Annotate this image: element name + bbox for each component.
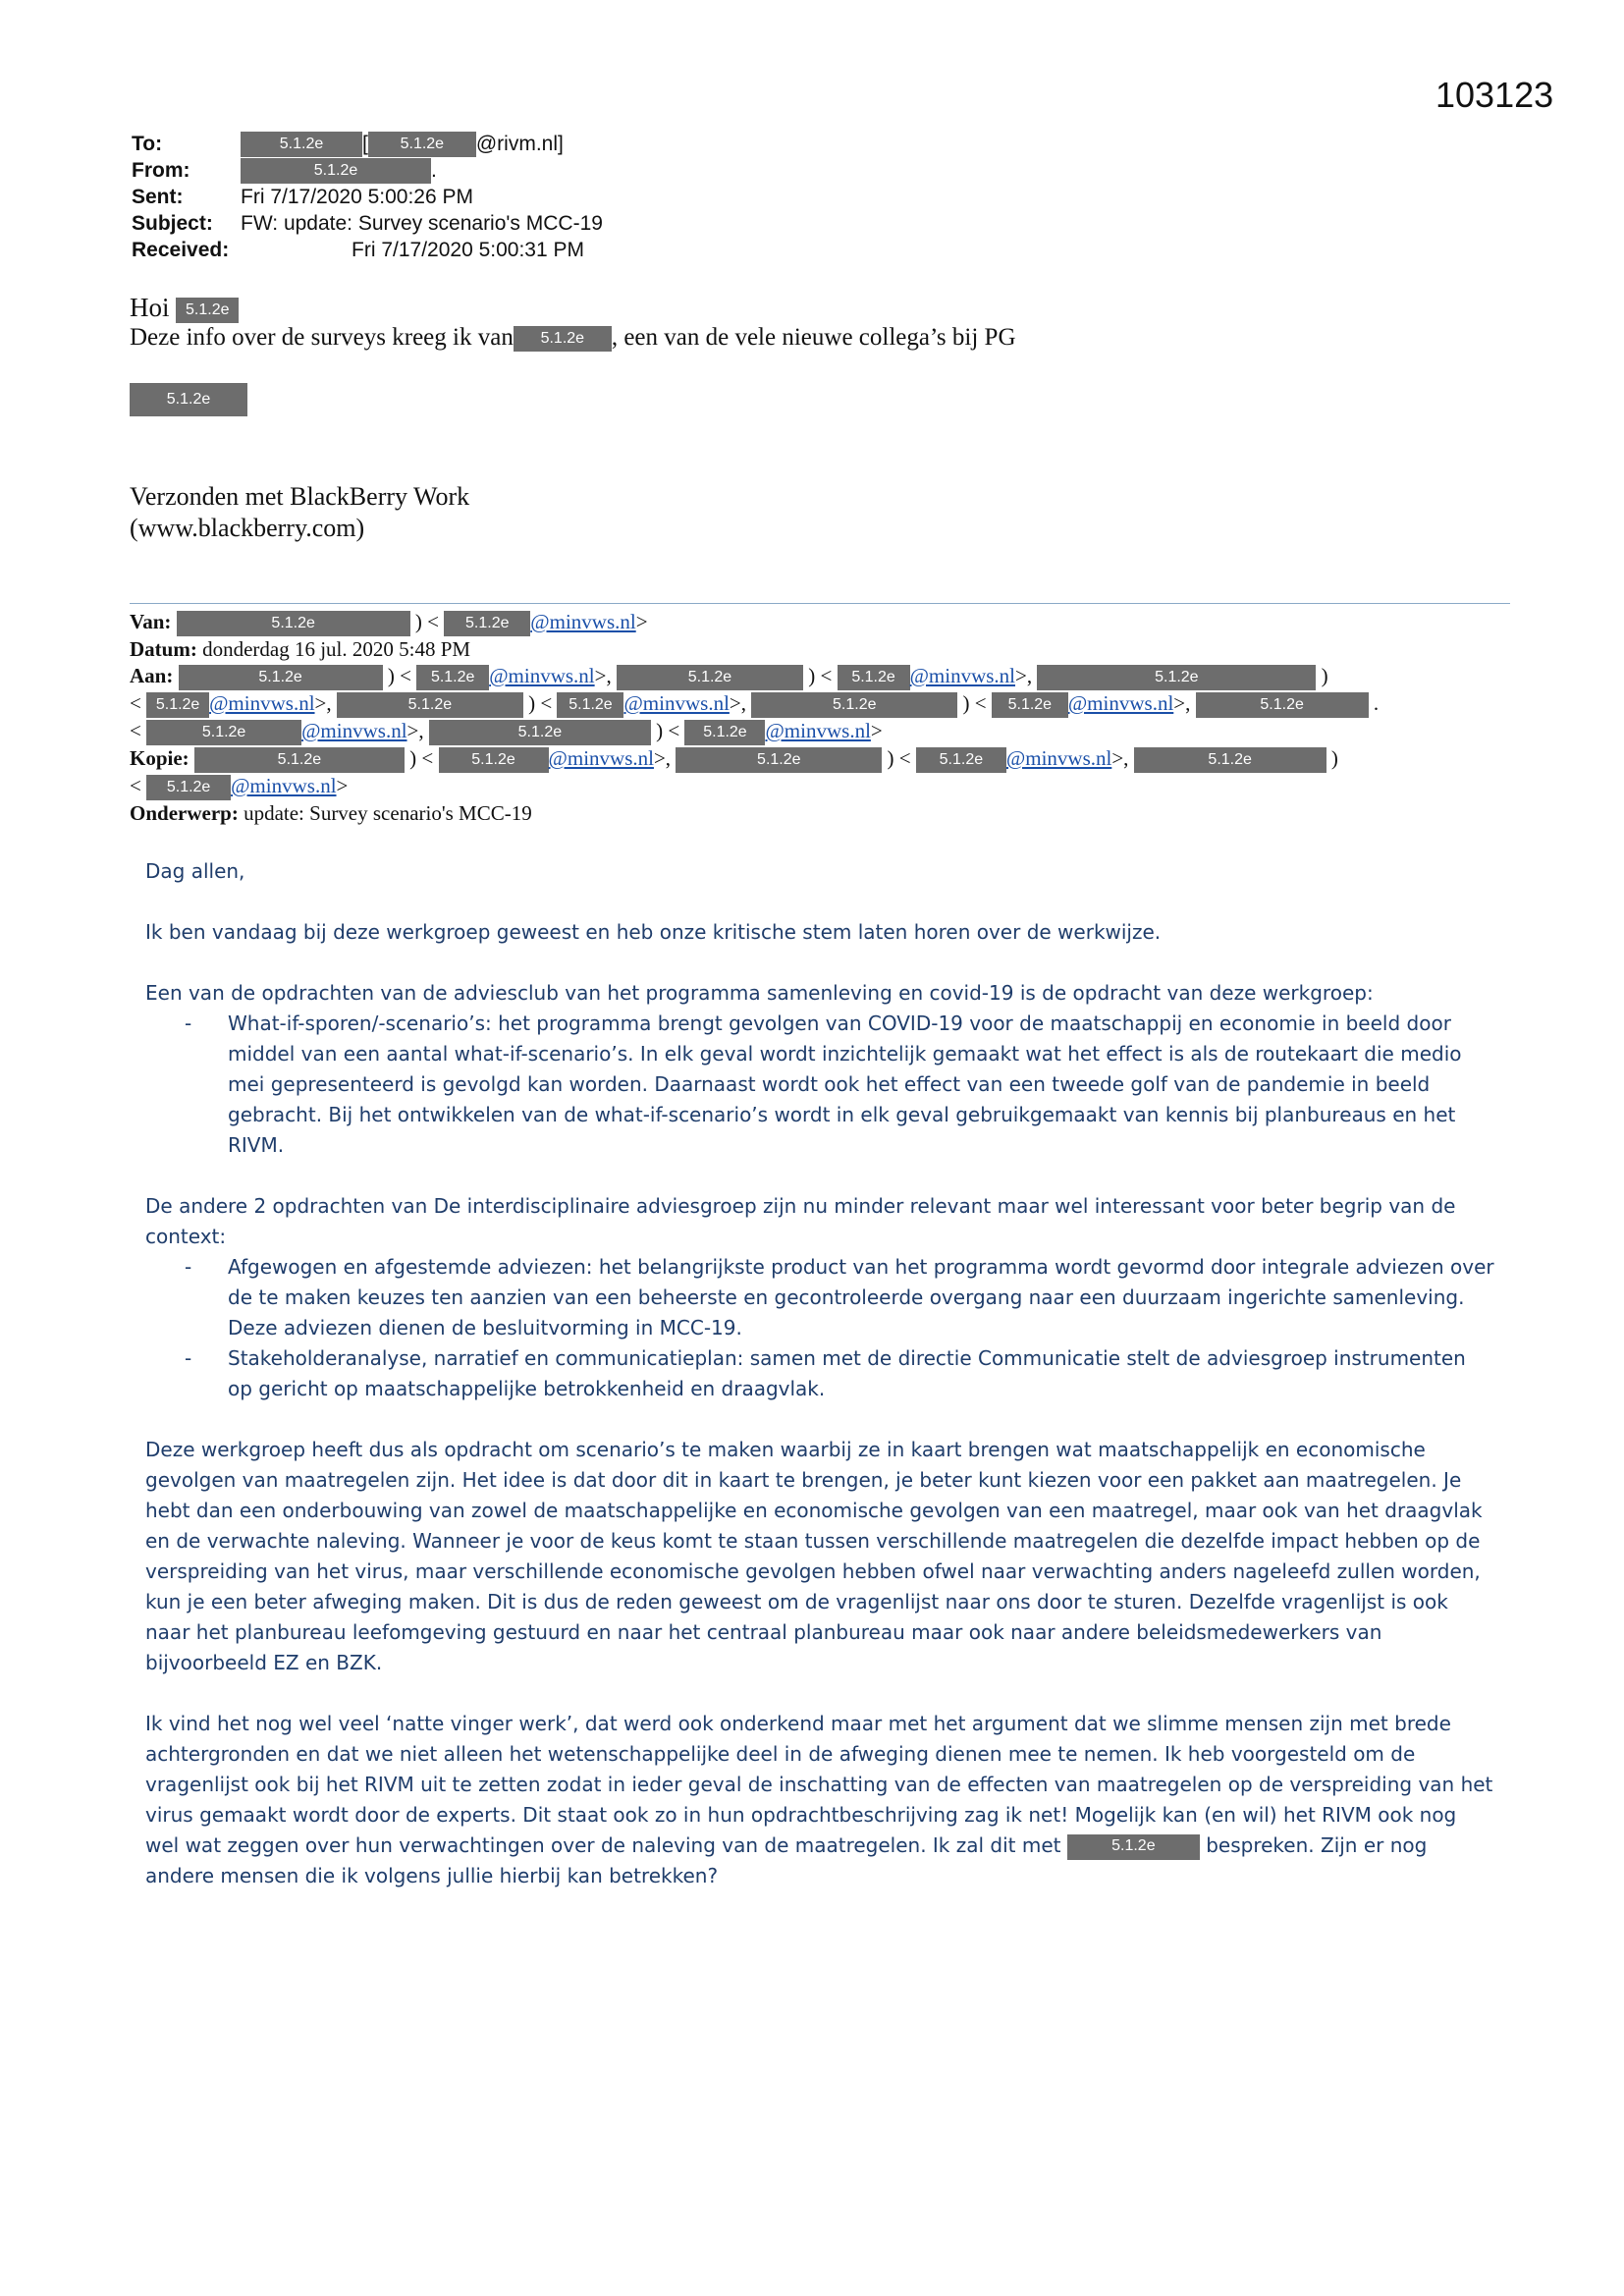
fwd-datum xyxy=(130,636,1504,663)
fwd-onderwerp xyxy=(130,800,1504,827)
bullet-item xyxy=(145,1343,1495,1404)
redaction: 5.1.2e xyxy=(684,720,765,745)
redaction: 5.1.2e xyxy=(241,158,431,184)
to-value: 5.1.2e [ 5.1.2e @rivm.nl] xyxy=(241,131,564,157)
redaction: 5.1.2e xyxy=(1067,1834,1200,1860)
redaction: 5.1.2e xyxy=(439,747,549,773)
sent-label: Sent: xyxy=(132,186,184,208)
van-label: Van: xyxy=(130,610,172,633)
from-value: 5.1.2e . xyxy=(241,157,437,184)
body-text: bespreken. Zijn er nog andere mensen die ik volgens jullie hierbij kan betrekken? xyxy=(145,1833,1428,1887)
from-label: From: xyxy=(132,159,190,182)
redaction: 5.1.2e xyxy=(1037,665,1316,690)
aan-label: Aan: xyxy=(130,664,174,687)
redaction: 5.1.2e xyxy=(368,132,476,157)
redaction: 5.1.2e xyxy=(444,611,530,636)
received-label: Received: xyxy=(132,239,230,261)
email-link[interactable]: @minvws.nl xyxy=(1005,746,1112,770)
body-paragraph: De andere 2 opdrachten van De interdisciplinaire adviesgroep zijn nu minder relevant maar wel interessant voor beter begrip van de context: xyxy=(145,1194,1456,1248)
intro-text-b: , een van de vele nieuwe collega’s bij PG xyxy=(611,324,1016,351)
redaction: 5.1.2e xyxy=(557,692,623,718)
kopie-label: Kopie: xyxy=(130,746,189,770)
redaction: 5.1.2e xyxy=(176,298,239,323)
bullet-item xyxy=(145,1009,1495,1161)
redaction: 5.1.2e xyxy=(241,132,362,157)
body-paragraph: Deze werkgroep heeft dus als opdracht om scenario’s te maken waarbij ze in kaart brengen wat maatschappelijk en economische gevolgen van maatregelen zijn. Het idee is dat door dit in kaart te brengen, je beter kunt kiezen voor een pakket aan maatregelen. Je hebt dan een onderbouwing van zowel de maatschappelijke en economische gevolgen van een maatregel, maar ook van het draagvlak en de verwachte naleving. Wanneer je voor de keus komt te staan tussen verschillende maatregelen die dezelfde impact hebben op de verspreiding van het virus, maar verschillende economische gevolgen hebben ofwel naar verwachting anders nageleefd zullen worden, kun je een beter afweging maken. Dit is dus de reden geweest om de vragenlijst naar ons door te sturen. Dezelfde vragenlijst is ook naar het planbureau leefomgeving gestuurd en naar het centraal planbureau maar ook naar andere beleidsmedewerkers van bijvoorbeeld EZ en BZK. xyxy=(145,1438,1483,1674)
subject-value: FW: update: Survey scenario's MCC-19 xyxy=(241,212,603,235)
sent-value: Fri 7/17/2020 5:00:26 PM xyxy=(241,186,473,208)
redaction: 5.1.2e xyxy=(146,720,301,745)
email-link[interactable]: @minvws.nl xyxy=(765,719,871,742)
email-link[interactable]: @minvws.nl xyxy=(231,774,337,797)
intro-text-a: Deze info over de surveys kreeg ik van xyxy=(130,324,514,351)
redaction: 5.1.2e xyxy=(514,326,612,352)
blackberry-note xyxy=(130,481,469,544)
body-paragraph: Ik ben vandaag bij deze werkgroep geweest en heb onze kritische stem laten horen over de werkwijze. xyxy=(145,920,1162,944)
bullet-text: Afgewogen en afgestemde adviezen: het belangrijkste product van het programma wordt gevormd door integrale adviezen over de te maken keuzes ten aanzien van een beheerste en gecontroleerde overgang naar een duurzaam ingerichte samenleving. Deze adviezen dienen de besluitvorming in MCC-19. xyxy=(228,1255,1494,1339)
to-domain: @rivm.nl] xyxy=(475,133,564,155)
fwd-kopie-1: Kopie: 5.1.2e ) < 5.1.2e @minvws.nl>, 5.1.2e ) < 5.1.2e @minvws.nl>, 5.1.2e ) xyxy=(130,745,1504,773)
redaction: 5.1.2e xyxy=(916,747,1006,773)
fwd-van: Van: 5.1.2e ) < 5.1.2e @minvws.nl> xyxy=(130,609,1504,636)
bullet-text: Stakeholderanalyse, narratief en communicatieplan: samen met de directie Communicatie stelt de adviesgroep instrumenten op gericht op maatschappelijke betrokkenheid en draagvlak. xyxy=(228,1346,1466,1400)
body-paragraph: Een van de opdrachten van de adviesclub van het programma samenleving en covid-19 is de opdracht van deze werkgroep: xyxy=(145,981,1374,1005)
datum-label: Datum: xyxy=(130,637,197,661)
email-link[interactable]: @minvws.nl xyxy=(489,664,595,687)
redaction: 5.1.2e xyxy=(992,692,1068,718)
onderwerp-value: update: Survey scenario's MCC-19 xyxy=(244,801,532,825)
greeting xyxy=(130,291,239,324)
redaction: 5.1.2e xyxy=(676,747,882,773)
redaction: 5.1.2e xyxy=(146,692,209,718)
email-link[interactable]: @minvws.nl xyxy=(1067,691,1174,715)
bullet-text: What-if-sporen/-scenario’s: het programma brengt gevolgen van COVID-19 voor de maatschappij en economie in beeld door middel van een aantal what-if-scenario’s. In elk geval wordt inzichtelijk gemaakt wat het effect is als de routekaart die medio mei gepresenteerd is gevolgd kan worden. Daarnaast wordt ook het effect van een tweede golf van de pandemie in beeld gebracht. Bij het ontwikkelen van de what-if-scenario’s wordt in elk geval gebruikgemaakt van kennis bij planbureaus en het RIVM. xyxy=(228,1011,1462,1157)
bullet-dash: - xyxy=(185,1255,192,1279)
email-link[interactable]: @minvws.nl xyxy=(301,719,407,742)
redaction: 5.1.2e xyxy=(177,611,410,636)
onderwerp-label: Onderwerp: xyxy=(130,801,239,825)
body-salutation: Dag allen, xyxy=(145,859,245,883)
divider xyxy=(130,603,1510,604)
document-number: 103123 xyxy=(1435,75,1554,115)
redaction: 5.1.2e xyxy=(429,720,651,745)
fwd-aan-3: < 5.1.2e @minvws.nl>, 5.1.2e ) < 5.1.2e @minvws.nl> xyxy=(130,718,1504,745)
body-paragraph xyxy=(145,1709,1495,1891)
redaction: 5.1.2e xyxy=(838,665,910,690)
redaction: 5.1.2e xyxy=(1196,692,1369,718)
redaction: 5.1.2e xyxy=(1134,747,1326,773)
email-link[interactable]: @minvws.nl xyxy=(623,691,730,715)
redaction: 5.1.2e xyxy=(130,383,247,416)
email-link[interactable]: @minvws.nl xyxy=(909,664,1015,687)
datum-value: donderdag 16 jul. 2020 5:48 PM xyxy=(202,637,471,661)
bullet-dash: - xyxy=(185,1346,192,1370)
received-value: Fri 7/17/2020 5:00:31 PM xyxy=(352,239,584,261)
sent-with-url: (www.blackberry.com) xyxy=(130,514,365,542)
email-link[interactable]: @minvws.nl xyxy=(209,691,315,715)
body-text: Ik vind het nog wel veel ‘natte vinger werk’, dat werd ook onderkend maar met het argument dat we slimme mensen zijn met brede achtergronden en dat we niet alleen het wetenschappelijke deel in de afweging dienen mee te nemen. Ik heb voorgesteld om de vragenlijst ook bij het RIVM uit te zetten zodat in ieder geval de inschatting van de effecten van maatregelen op de verspreiding van het virus gemaakt wordt door de experts. Dit staat ook zo in hun opdrachtbeschrijving zag ik net! Mogelijk kan (en wil) het RIVM ook nog wel wat zeggen over hun verwachtingen over de naleving van de maatregelen. Ik zal dit met xyxy=(145,1712,1493,1857)
email-link[interactable]: @minvws.nl xyxy=(548,746,654,770)
redaction: 5.1.2e xyxy=(179,665,383,690)
redaction: 5.1.2e xyxy=(416,665,489,690)
email-body xyxy=(145,856,1495,1891)
subject-label: Subject: xyxy=(132,212,213,235)
redaction: 5.1.2e xyxy=(751,692,957,718)
fwd-aan-2: < 5.1.2e @minvws.nl>, 5.1.2e ) < 5.1.2e @minvws.nl>, 5.1.2e ) < 5.1.2e @minvws.nl>, 5.1.2e . xyxy=(130,690,1504,718)
to-label: To: xyxy=(132,133,163,155)
fwd-kopie-2: < 5.1.2e @minvws.nl> xyxy=(130,773,1504,800)
signature-redaction xyxy=(130,383,247,416)
fwd-aan-1: Aan: 5.1.2e ) < 5.1.2e @minvws.nl>, 5.1.2e ) < 5.1.2e @minvws.nl>, 5.1.2e ) xyxy=(130,663,1504,690)
redaction: 5.1.2e xyxy=(146,775,231,800)
email-link[interactable]: @minvws.nl xyxy=(530,610,636,633)
sent-with-text: Verzonden met BlackBerry Work xyxy=(130,482,470,511)
greeting-text: Hoi xyxy=(130,293,170,322)
intro-line xyxy=(130,322,1016,354)
redaction: 5.1.2e xyxy=(617,665,803,690)
bullet-item xyxy=(145,1252,1495,1343)
bullet-dash: - xyxy=(185,1011,192,1035)
redaction: 5.1.2e xyxy=(337,692,523,718)
redaction: 5.1.2e xyxy=(194,747,405,773)
